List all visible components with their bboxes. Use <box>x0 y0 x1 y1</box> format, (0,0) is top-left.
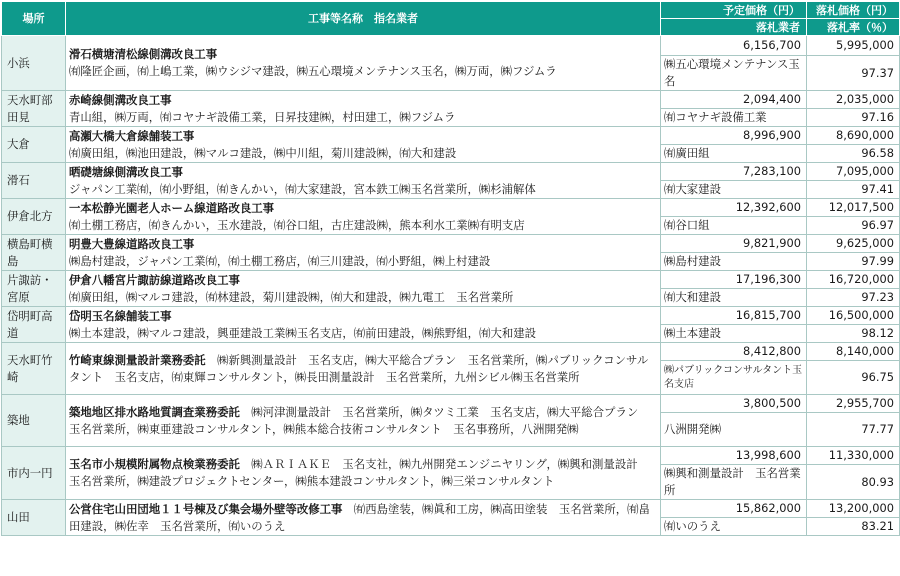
place-cell: 天水町部田見 <box>2 91 66 127</box>
planned-price: 3,800,500 <box>661 395 807 413</box>
header-work: 工事等名称 指名業者 <box>66 2 661 36</box>
place-cell: 片諏訪・宮原 <box>2 271 66 307</box>
winner-firm: ㈱興和測量設計 玉名営業所 <box>661 465 807 500</box>
bidder-list: ジャパン工業㈲，㈲小野組，㈲きんかい，㈲大家建設，宮本鉄工㈱玉名営業所，㈱杉浦解体 <box>69 181 536 196</box>
table-row <box>2 163 900 181</box>
winning-rate: 96.75 <box>807 361 900 395</box>
planned-price: 15,862,000 <box>661 500 807 518</box>
table-row <box>2 395 900 413</box>
bidder-list: ㈱島村建設，ジャパン工業㈲，㈲土棚工務店，㈲三川建設，㈲小野組，㈱上村建設 <box>69 253 491 268</box>
table-row <box>2 500 900 518</box>
winning-price: 16,500,000 <box>807 307 900 325</box>
bidder-list: ㈱新興測量設計 玉名支店，㈱大平総合プラン 玉名営業所，㈱パブリックコンサルタント 玉名支店，㈲東輝コンサルタント，㈱長田測量設計 玉名営業所，九州シビル㈱玉名営業所 <box>69 352 649 384</box>
winning-price: 7,095,000 <box>807 163 900 181</box>
winning-price: 5,995,000 <box>807 36 900 56</box>
work-cell <box>66 127 661 163</box>
bidder-list: ㈲西島塗装，㈱眞和工房，㈱高田塗装 玉名営業所，㈲畠田建設，㈱佐幸 玉名営業所，㈲いのうえ <box>69 501 650 533</box>
work-name: 晒礎塘線側溝改良工事 <box>69 164 183 179</box>
header-winning-price: 落札価格（円） <box>807 2 900 19</box>
place-cell: 大倉 <box>2 127 66 163</box>
header-winner: 落札業者 <box>661 19 807 36</box>
work-name: 玉名市小規模附属物点検業務委託 <box>69 457 240 471</box>
winning-rate: 98.12 <box>807 325 900 343</box>
winning-price: 11,330,000 <box>807 447 900 465</box>
work-name: 岱明玉名線舗装工事 <box>69 308 172 323</box>
header-place: 場所 <box>2 2 66 36</box>
winning-price: 16,720,000 <box>807 271 900 289</box>
table-row <box>2 235 900 253</box>
winning-rate: 97.99 <box>807 253 900 271</box>
winner-firm: ㈱五心環境メンテナンス玉名 <box>661 56 807 91</box>
work-cell <box>66 500 661 536</box>
bidder-list: ㈲隆匠企画，㈲上嶋工業，㈱ウシジマ建設，㈱五心環境メンテナンス玉名，㈱万両，㈱フジムラ <box>69 64 557 78</box>
winner-firm: ㈲大家建設 <box>661 181 807 199</box>
work-name: 赤崎線側溝改良工事 <box>69 92 172 107</box>
place-cell: 伊倉北方 <box>2 199 66 235</box>
bidder-list: ㈱土本建設，㈱マルコ建設，興亜建設工業㈱玉名支店，㈲前田建設，㈱熊野組，㈲大和建設 <box>69 325 537 340</box>
work-name: 築地地区排水路地質調査業務委託 <box>69 404 240 419</box>
winning-price: 13,200,000 <box>807 500 900 518</box>
table-row <box>2 343 900 361</box>
work-cell <box>66 395 661 447</box>
winner-firm: ㈲廣田組 <box>661 145 807 163</box>
winning-rate: 97.41 <box>807 181 900 199</box>
winning-price: 2,955,700 <box>807 395 900 413</box>
winner-firm: ㈲いのうえ <box>661 518 807 536</box>
winning-price: 12,017,500 <box>807 199 900 217</box>
winning-rate: 97.23 <box>807 289 900 307</box>
work-name: 公営住宅山田団地１１号棟及び集会場外壁等改修工事 <box>69 501 343 516</box>
work-name: 伊倉八幡宮片諏訪線道路改良工事 <box>69 272 240 287</box>
work-cell <box>66 163 661 199</box>
table-row <box>2 447 900 465</box>
table-row <box>2 307 900 325</box>
table-row <box>2 91 900 109</box>
header-row-1 <box>2 2 900 19</box>
planned-price: 6,156,700 <box>661 36 807 56</box>
work-cell <box>66 91 661 127</box>
planned-price: 9,821,900 <box>661 235 807 253</box>
planned-price: 7,283,100 <box>661 163 807 181</box>
planned-price: 8,996,900 <box>661 127 807 145</box>
winner-firm: 八洲開発㈱ <box>661 413 807 447</box>
table-row <box>2 199 900 217</box>
place-cell: 天水町竹崎 <box>2 343 66 395</box>
planned-price: 16,815,700 <box>661 307 807 325</box>
winning-price: 8,140,000 <box>807 343 900 361</box>
bidder-list: ㈲廣田組，㈱マルコ建設，㈲林建設，菊川建設㈱，㈲大和建設，㈱九電工 玉名営業所 <box>69 289 514 304</box>
work-name: 竹崎東線測量設計業務委託 <box>69 352 206 367</box>
bidder-list: ㈲廣田組，㈱池田建設，㈱マルコ建設，㈱中川組，菊川建設㈱，㈲大和建設 <box>69 145 457 160</box>
place-cell: 山田 <box>2 500 66 536</box>
place-cell: 滑石 <box>2 163 66 199</box>
winning-rate: 97.37 <box>807 56 900 91</box>
winner-firm: ㈱島村建設 <box>661 253 807 271</box>
winner-firm: ㈱土本建設 <box>661 325 807 343</box>
planned-price: 17,196,300 <box>661 271 807 289</box>
planned-price: 13,998,600 <box>661 447 807 465</box>
winning-rate: 96.58 <box>807 145 900 163</box>
bidder-list: ㈲土棚工務店，㈲きんかい，玉水建設，㈲谷口組，古庄建設㈱，熊本利水工業㈱有明支店 <box>69 217 525 232</box>
work-cell <box>66 36 661 91</box>
winner-firm: ㈲大和建設 <box>661 289 807 307</box>
place-cell: 市内一円 <box>2 447 66 500</box>
place-cell: 横島町横島 <box>2 235 66 271</box>
work-name: 明豊大豊線道路改良工事 <box>69 236 195 251</box>
winner-firm: ㈲コヤナギ設備工業 <box>661 109 807 127</box>
work-cell <box>66 307 661 343</box>
bidder-list: 青山組，㈱万両，㈲コヤナギ設備工業，日昇技建㈱，村田建工，㈱フジムラ <box>69 109 456 124</box>
planned-price: 12,392,600 <box>661 199 807 217</box>
winning-rate: 77.77 <box>807 413 900 447</box>
table-row <box>2 36 900 56</box>
winner-firm: ㈲谷口組 <box>661 217 807 235</box>
bid-results-table <box>1 1 900 536</box>
table-body <box>2 36 900 536</box>
winning-price: 2,035,000 <box>807 91 900 109</box>
winner-firm: ㈱パブリックコンサルタント玉名支店 <box>661 361 807 395</box>
header-rate: 落札率（％） <box>807 19 900 36</box>
work-cell <box>66 447 661 500</box>
work-cell <box>66 235 661 271</box>
winning-rate: 96.97 <box>807 217 900 235</box>
winning-price: 8,690,000 <box>807 127 900 145</box>
place-cell: 岱明町高道 <box>2 307 66 343</box>
work-cell <box>66 271 661 307</box>
winning-rate: 83.21 <box>807 518 900 536</box>
bidder-list: ㈱河津測量設計 玉名営業所，㈱タツミ工業 玉名支店，㈱大平総合プラン 玉名営業所，㈱東亜建設コンサルタント，㈱熊本総合技術コンサルタント 玉名事務所，八洲開発㈱ <box>69 404 650 436</box>
work-cell <box>66 199 661 235</box>
winning-rate: 97.16 <box>807 109 900 127</box>
work-name: 高瀬大橋大倉線舗装工事 <box>69 128 195 143</box>
winning-rate: 80.93 <box>807 465 900 500</box>
planned-price: 2,094,400 <box>661 91 807 109</box>
work-cell <box>66 343 661 395</box>
bidder-list: ㈱ＡＲＩＡＫＥ 玉名支社，㈱九州開発エンジニヤリング，㈱興和測量設計 玉名営業所，㈱建設プロジェクトセンター，㈱熊本建設コンサルタント，㈱三栄コンサルタント <box>69 457 650 488</box>
planned-price: 8,412,800 <box>661 343 807 361</box>
work-name: 一本松静光園老人ホーム線道路改良工事 <box>69 200 275 215</box>
place-cell: 小浜 <box>2 36 66 91</box>
table-row <box>2 271 900 289</box>
place-cell: 築地 <box>2 395 66 447</box>
winning-price: 9,625,000 <box>807 235 900 253</box>
header-planned-price: 予定価格（円） <box>661 2 807 19</box>
table-row <box>2 127 900 145</box>
work-name: 滑石横塘清松線側溝改良工事 <box>69 47 218 61</box>
